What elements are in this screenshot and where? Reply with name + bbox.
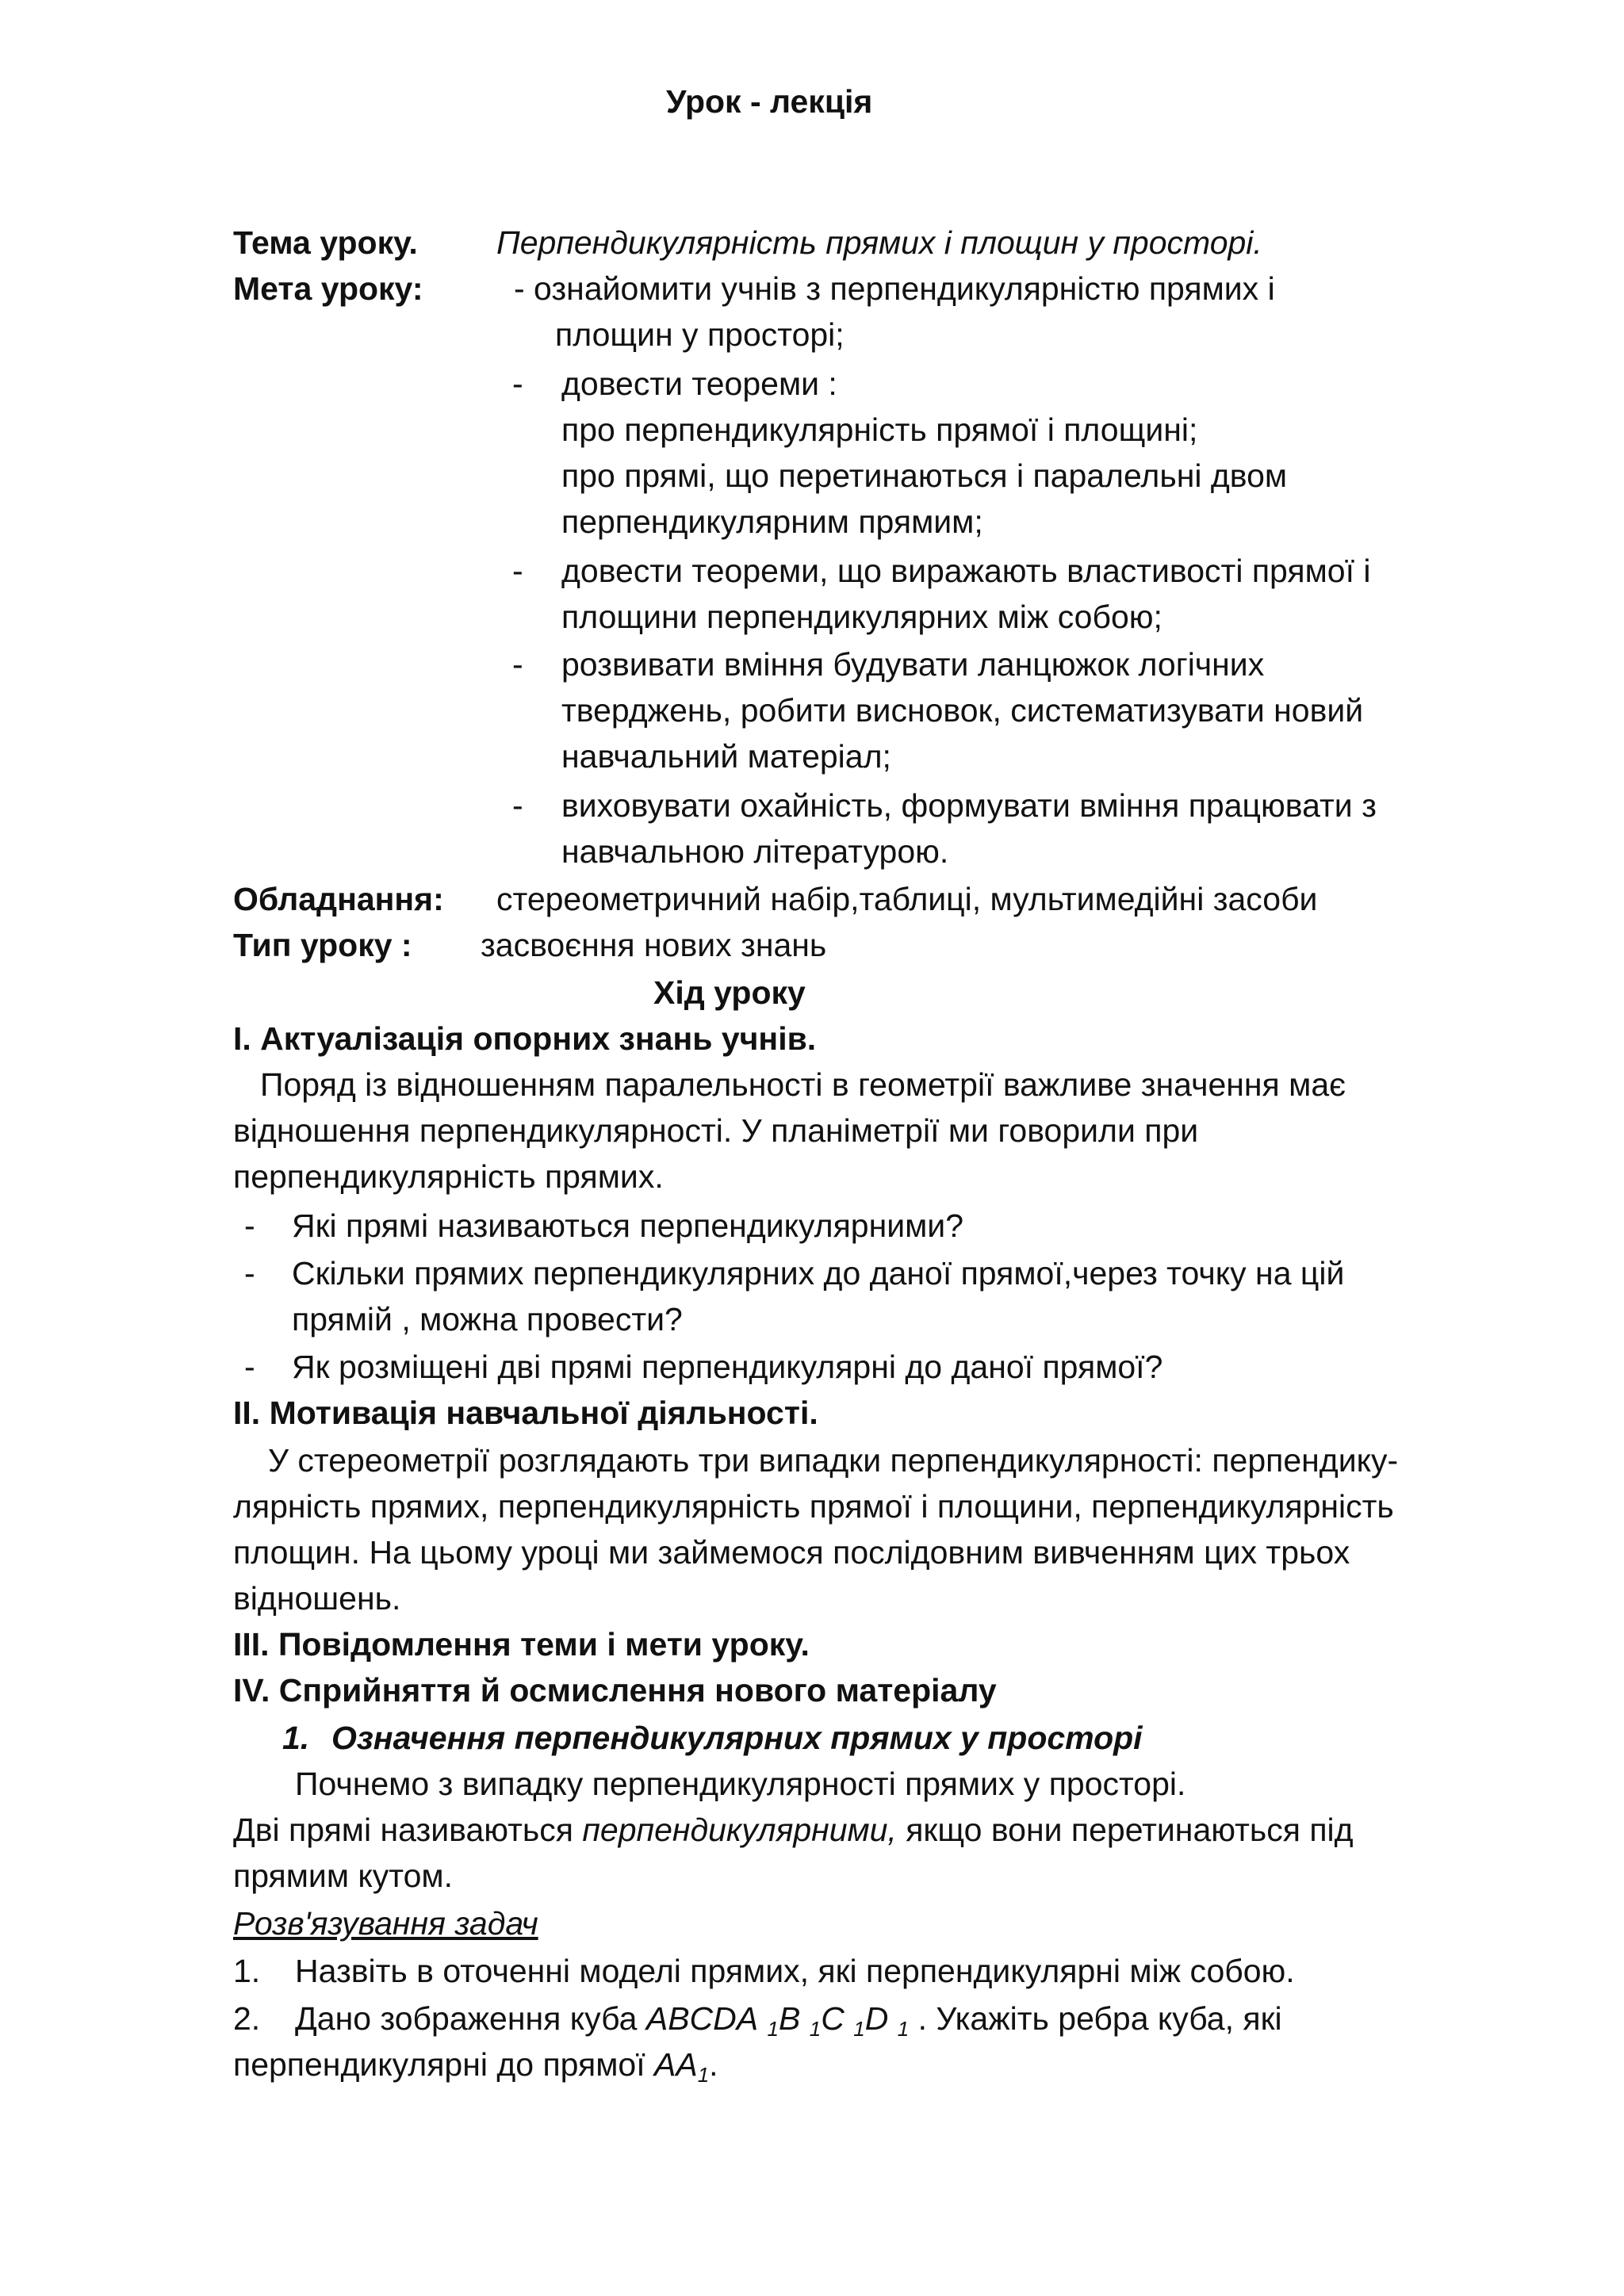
topic-value: Перпендикулярність прямих і площин у просторі.	[496, 224, 1262, 261]
section-2-para-line-4: відношень.	[233, 1580, 401, 1617]
cube-sub-1: 1	[767, 2017, 779, 2041]
task-2-text-a: Дано зображення куба	[295, 2000, 646, 2037]
course-heading: Хід уроку	[653, 974, 806, 1011]
cube-b: B	[778, 2000, 801, 2037]
line-aa: AA	[653, 2046, 698, 2083]
line-aa-sub: 1	[697, 2063, 710, 2087]
goal-3-line-2: площини перпендикулярних між собою;	[561, 599, 1162, 635]
task-1: Назвіть в оточенні моделі прямих, які перпендикулярні між собою.	[295, 1953, 1295, 1989]
task-1-number: 1.	[233, 1953, 261, 1989]
tasks-heading: Розв'язування задач	[233, 1905, 538, 1942]
goal-4-line-3: навчальний матеріал;	[561, 738, 891, 775]
definition-text-a: Дві прямі називаються	[233, 1812, 583, 1848]
goal-1-line-2: площин у просторі;	[555, 316, 845, 353]
cube-name: ABCDA	[645, 2000, 759, 2037]
goal-4-line-1: розвивати вміння будувати ланцюжок логічних	[561, 646, 1265, 683]
goal-2-line-1: довести теореми :	[561, 365, 837, 402]
goal-2-dash: -	[512, 365, 523, 402]
section-2-para-line-2: лярність прямих, перпендикулярність прямої і площини, перпендикулярність	[233, 1488, 1394, 1525]
equipment-value: стереометричний набір,таблиці, мультимедійні засоби	[496, 881, 1318, 917]
section-1-para-line-1: Поряд із відношенням паралельності в геометрії важливе значення має	[260, 1066, 1346, 1103]
question-2-dash: -	[244, 1255, 255, 1292]
task-2-line-2-text: перпендикулярні до прямої	[233, 2046, 654, 2083]
cube-sub-2: 1	[809, 2017, 822, 2041]
goal-2-line-3: про прямі, що перетинаються і паралельні двом	[561, 457, 1288, 494]
task-2-number: 2.	[233, 2000, 261, 2037]
section-4-para-line-1: Почнемо з випадку перпендикулярності прямих у просторі.	[295, 1766, 1186, 1802]
question-2-line-2: прямій , можна провести?	[292, 1301, 683, 1337]
goal-5-line-1: виховувати охайність, формувати вміння працювати з	[561, 787, 1377, 824]
task-2-end: .	[709, 2046, 718, 2083]
goal-3-line-1: довести теореми, що виражають властивості прямої і	[561, 553, 1371, 589]
goal-3-dash: -	[512, 553, 523, 589]
section-3-heading: ІІІ. Повідомлення теми і мети уроку.	[233, 1626, 810, 1663]
goal-1-line-1: - ознайомити учнів з перпендикулярністю прямих і	[514, 270, 1275, 307]
lesson-type-value: засвоєння нових знань	[481, 927, 827, 963]
subsection-number: 1.	[282, 1720, 310, 1756]
goal-4-dash: -	[512, 646, 523, 683]
section-1-para-line-2: відношення перпендикулярності. У планіметрії ми говорили при	[233, 1112, 1199, 1149]
task-2-line-1	[295, 1999, 1282, 2048]
lesson-type-label: Тип уроку :	[233, 927, 412, 963]
section-1-heading: І. Актуалізація опорних знань учнів.	[233, 1020, 817, 1057]
definition-text-c: якщо вони перетинаються під	[896, 1812, 1354, 1848]
subsection-title: Означення перпендикулярних прямих у просторі	[331, 1720, 1143, 1756]
topic-label: Тема уроку.	[233, 224, 418, 261]
task-2-line-2	[233, 2045, 718, 2094]
question-3: Як розміщені дві прямі перпендикулярні до даної прямої?	[292, 1349, 1163, 1385]
question-1-dash: -	[244, 1207, 255, 1244]
task-2-text-b: . Укажіть ребра куба, які	[909, 2000, 1282, 2037]
definition-line	[233, 1811, 1354, 1849]
goal-5-dash: -	[512, 787, 523, 824]
goal-label: Мета уроку:	[233, 270, 423, 307]
section-2-para-line-3: площин. На цьому уроці ми займемося послідовним вивченням цих трьох	[233, 1534, 1350, 1571]
question-1: Які прямі називаються перпендикулярними?	[292, 1207, 964, 1244]
cube-sub-4: 1	[897, 2017, 910, 2041]
cube-sub-3: 1	[853, 2017, 865, 2041]
question-2-line-1: Скільки прямих перпендикулярних до даної прямої,через точку на цій	[292, 1255, 1345, 1292]
definition-line-2: прямим кутом.	[233, 1858, 454, 1894]
definition-term: перпендикулярними,	[582, 1812, 897, 1848]
question-3-dash: -	[244, 1349, 255, 1385]
cube-d: D	[864, 2000, 889, 2037]
goal-5-line-2: навчальною літературою.	[561, 833, 949, 870]
goal-2-line-4: перпендикулярним прямим;	[561, 503, 983, 540]
goal-2-line-2: про перпендикулярність прямої і площині;	[561, 411, 1198, 448]
goal-4-line-2: тверджень, робити висновок, систематизувати новий	[561, 692, 1364, 729]
section-2-para-line-1: У стереометрії розглядають три випадки перпендикулярності: перпендику-	[268, 1442, 1399, 1479]
section-1-para-line-3: перпендикулярність прямих.	[233, 1158, 664, 1195]
section-2-heading: ІІ. Мотивація навчальної діяльності.	[233, 1395, 818, 1431]
equipment-label: Обладнання:	[233, 881, 444, 917]
page-title: Урок - лекція	[666, 83, 873, 120]
cube-c: C	[821, 2000, 845, 2037]
section-4-heading: ІV. Сприйняття й осмислення нового матеріалу	[233, 1672, 997, 1709]
